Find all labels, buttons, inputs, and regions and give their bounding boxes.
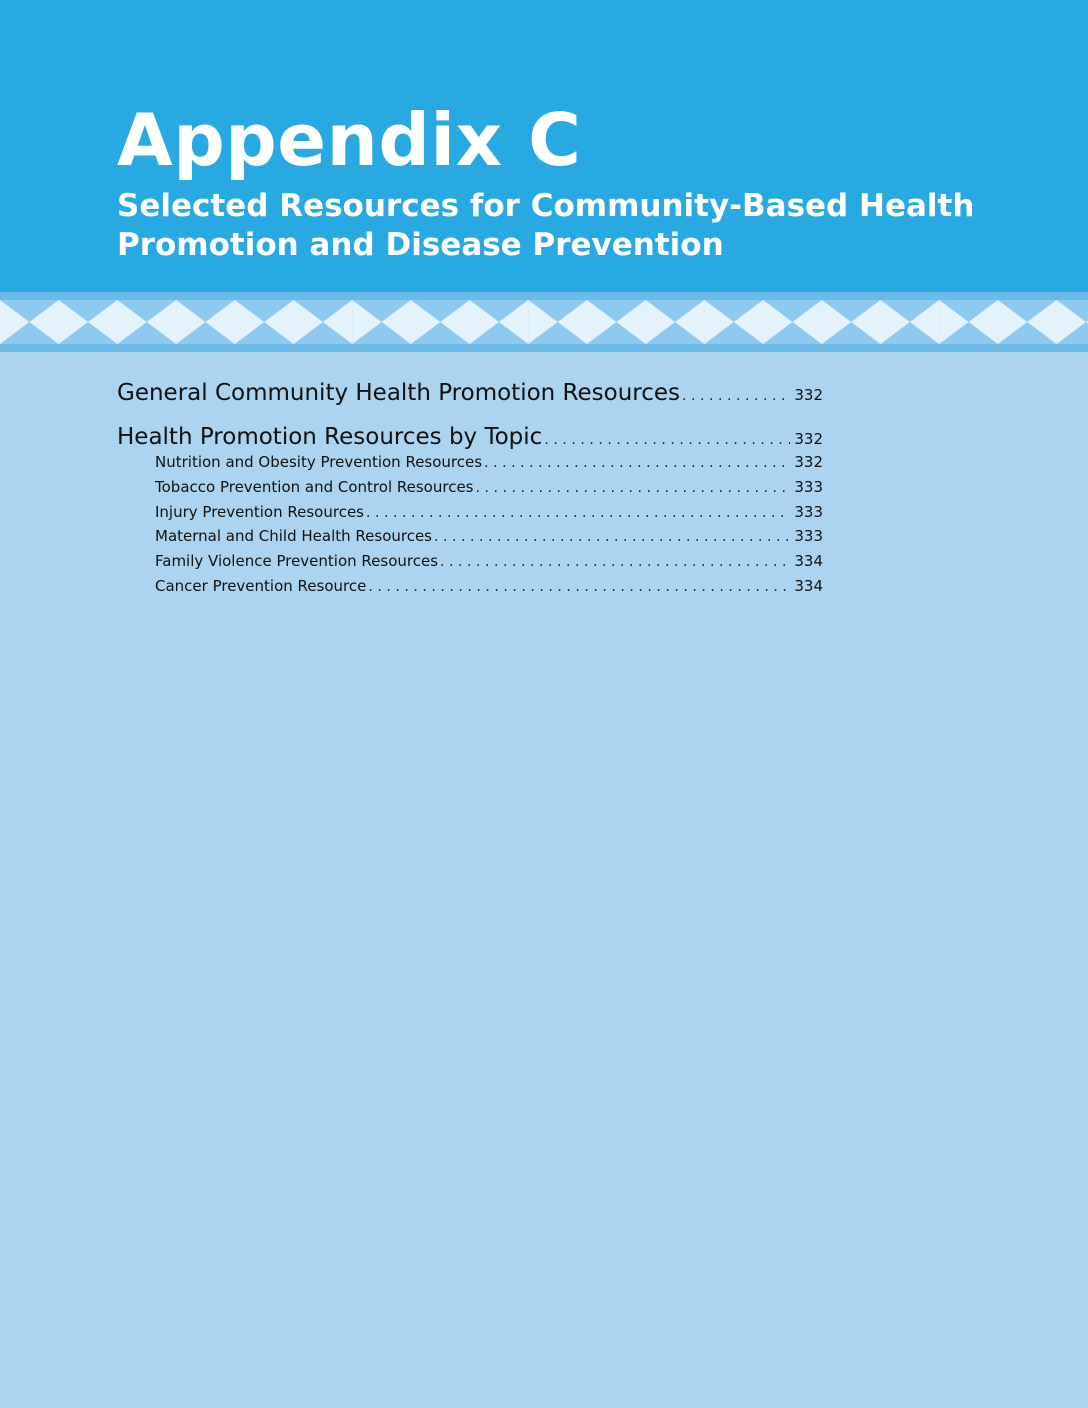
dot-leader <box>368 579 790 595</box>
toc-subentry-page: 333 <box>794 477 823 496</box>
dot-leader <box>440 554 790 570</box>
toc-subentry-label: Cancer Prevention Resource <box>155 576 367 595</box>
dot-leader <box>484 455 790 471</box>
toc-subentry-page: 334 <box>794 576 823 595</box>
toc-subentry-page: 333 <box>794 502 823 521</box>
header-banner <box>0 0 1088 292</box>
toc-subentry-cancer[interactable] <box>117 577 823 602</box>
toc-subentry-label: Tobacco Prevention and Control Resources <box>155 477 474 496</box>
toc-entry-page: 332 <box>794 386 823 404</box>
toc-subentry-nutrition[interactable] <box>117 453 823 478</box>
toc-entry-label: Health Promotion Resources by Topic <box>117 424 543 450</box>
toc-subentry-tobacco[interactable] <box>117 478 823 503</box>
dot-leader <box>476 480 791 496</box>
toc-subentry-label: Nutrition and Obesity Prevention Resources <box>155 453 483 471</box>
page-title: Appendix C <box>117 98 582 182</box>
toc-subentry-page: 333 <box>794 527 823 546</box>
toc-subentry-page: 332 <box>794 453 823 471</box>
dot-leader <box>434 529 790 545</box>
toc-subentry-label: Family Violence Prevention Resources <box>155 552 439 571</box>
dot-leader <box>682 388 790 404</box>
toc-entry-general-resources[interactable] <box>117 380 823 424</box>
table-of-contents <box>117 380 823 602</box>
page-subtitle: Selected Resources for Community-Based Health Promotion and Disease Prevention <box>117 188 975 263</box>
dot-leader <box>366 505 790 521</box>
toc-subentry-injury[interactable] <box>117 503 823 528</box>
toc-entry-label: General Community Health Promotion Resources <box>117 380 681 406</box>
decorative-triangle-band <box>0 292 1088 352</box>
toc-subentry-maternal-child[interactable] <box>117 527 823 552</box>
toc-subentry-page: 334 <box>794 552 823 571</box>
toc-subentry-label: Injury Prevention Resources <box>155 502 364 521</box>
toc-subentry-family-violence[interactable] <box>117 552 823 577</box>
toc-subentry-label: Maternal and Child Health Resources <box>155 527 433 546</box>
toc-entry-page: 332 <box>794 430 823 448</box>
dot-leader <box>544 432 790 448</box>
